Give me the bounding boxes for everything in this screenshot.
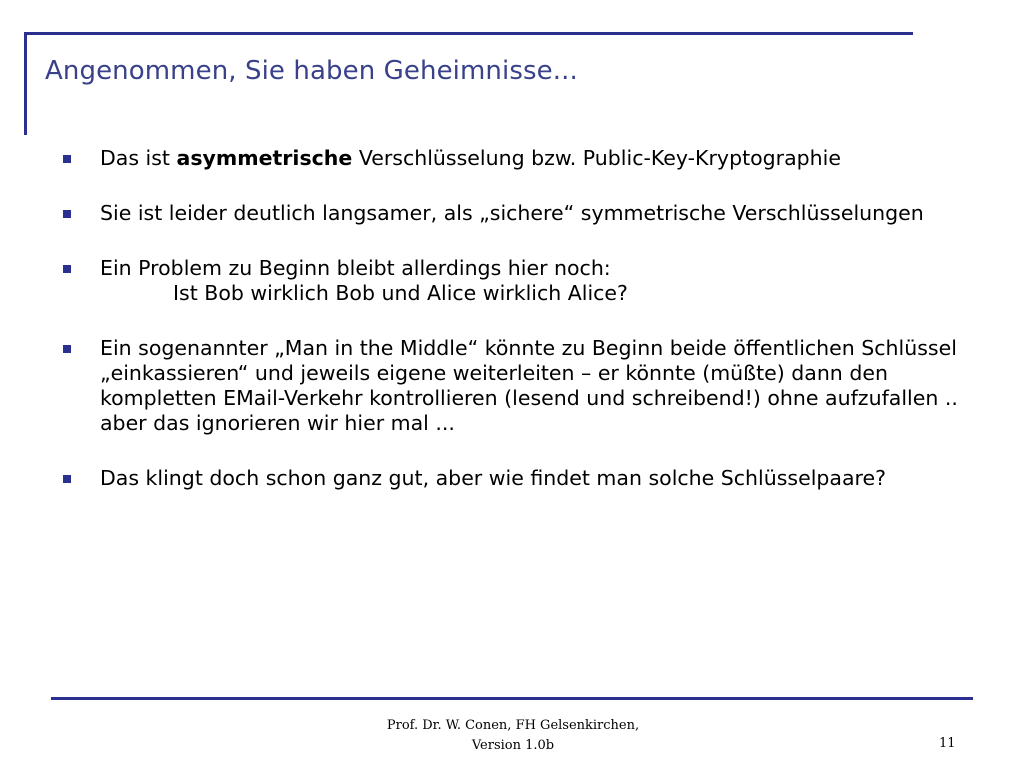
page-number: 11 [939,736,956,751]
footer-author [373,716,653,756]
square-bullet-icon [63,475,71,483]
footer-author-line: Prof. Dr. W. Conen, FH Gelsenkirchen, [386,718,640,733]
footer-rule [51,697,973,700]
bullet-item [63,466,963,491]
bullet-item [63,201,963,226]
bullet-text-suffix: Verschlüsselung bzw. Public-Key-Kryptographie [352,146,841,170]
bullet-item [63,256,963,306]
bullet-item [63,146,963,171]
bullet-text: Das klingt doch schon ganz gut, aber wie findet man solche Schlüsselpaare? [100,466,887,490]
square-bullet-icon [63,155,71,163]
square-bullet-icon [63,210,71,218]
bullet-list [63,146,963,521]
bullet-text: Ein Problem zu Beginn bleibt allerdings hier noch: [100,256,611,280]
slide-title: Angenommen, Sie haben Geheimnisse... [45,56,578,86]
frame-left-rule [24,32,27,135]
bullet-emphasis: asymmetrische [176,146,353,170]
bullet-text [100,146,963,171]
square-bullet-icon [63,345,71,353]
square-bullet-icon [63,265,71,273]
bullet-text: Sie ist leider deutlich langsamer, als „sichere“ symmetrische Verschlüsselungen [100,201,924,225]
bullet-text: Ein sogenannter „Man in the Middle“ könnte zu Beginn beide öffentlichen Schlüssel „einkassieren“ und jeweils eigene weiterleiten – er könnte (müßte) dann den kompletten EMail-Verkehr kontrollieren (lesend und schreibend!) ohne aufzufallen .. aber das ignorieren wir hier mal ... [100,336,958,435]
bullet-indented-line: Ist Bob wirklich Bob und Alice wirklich Alice? [173,281,628,305]
footer-version-line: Version 1.0b [471,738,555,753]
frame-top-rule [24,32,913,35]
bullet-item [63,336,963,436]
bullet-text-prefix: Das ist [100,146,177,170]
